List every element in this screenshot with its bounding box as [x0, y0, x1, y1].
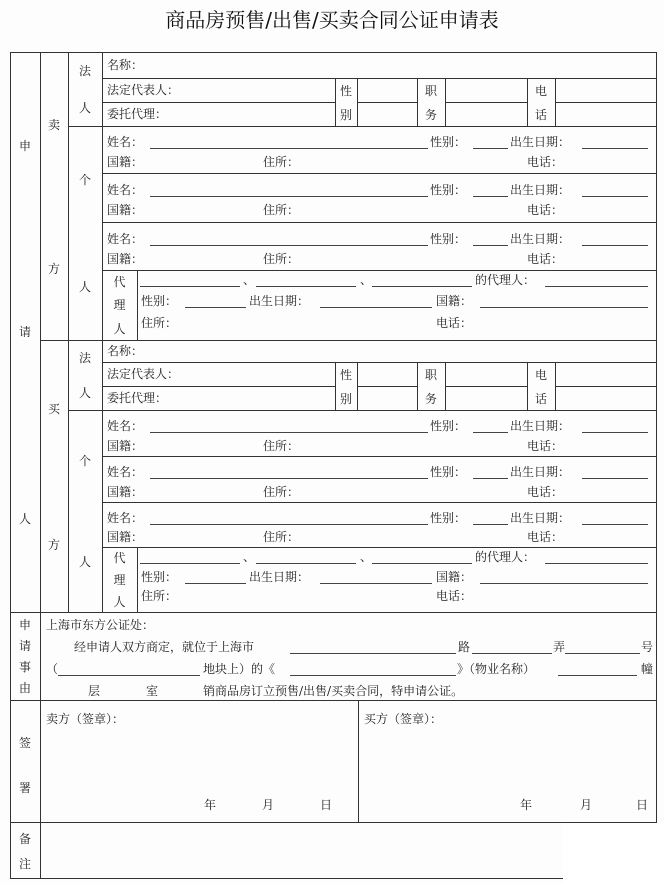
buyer-signature-area[interactable] [364, 722, 650, 792]
label-char: 性 [339, 83, 352, 98]
label-char: 法 [78, 351, 91, 365]
day-label: 日 [320, 798, 333, 812]
form-title: 商品房预售/出售/买卖合同公证申请表 [165, 8, 499, 32]
buyer-proxy-label [102, 547, 137, 612]
label-char: 签 [18, 736, 31, 750]
individual-address-label: 住所： [263, 155, 300, 170]
seller-legal-person-label [68, 52, 102, 126]
individual-birth-label: 出生日期： [510, 231, 571, 246]
table-rule [555, 102, 656, 103]
buyer-individual-label [68, 410, 102, 612]
individual-phone-label: 电话： [527, 203, 564, 218]
individual-phone-label: 电话： [527, 155, 564, 170]
seller-legal-name-label: 名称： [107, 58, 144, 72]
building-input[interactable] [558, 675, 637, 676]
table-rule [10, 700, 656, 701]
individual-gender-input[interactable] [473, 432, 508, 433]
table-rule [102, 173, 656, 174]
individual-birth-input[interactable] [582, 148, 648, 149]
plot-input[interactable] [58, 675, 200, 676]
individual-gender-input[interactable] [473, 524, 508, 525]
label-char: 话 [534, 107, 547, 122]
seller-agent-label: 委托代理： [107, 107, 168, 121]
table-rule [102, 362, 656, 363]
individual-birth-input[interactable] [582, 524, 648, 525]
individual-name-label: 姓名： [107, 182, 144, 197]
individual-birth-label: 出生日期： [510, 511, 571, 525]
proxy-nationality-label: 国籍： [436, 294, 473, 309]
label-char: 电 [534, 83, 547, 98]
table-rule [10, 612, 656, 613]
table-rule [445, 78, 446, 126]
proxy-phone-label: 电话： [436, 589, 473, 604]
label-char: 卖 [47, 117, 60, 132]
table-rule [357, 78, 358, 126]
proxy-birth-label: 出生日期： [249, 569, 310, 584]
individual-name-input[interactable] [150, 478, 428, 479]
label-char: 电 [534, 367, 547, 382]
label-char: 备 [18, 832, 31, 846]
table-rule [357, 362, 358, 410]
proxy-agent-input[interactable] [545, 563, 648, 564]
individual-nationality-label: 国籍： [107, 484, 144, 499]
label-char: 性 [339, 367, 352, 382]
label-char: 事 [18, 660, 31, 674]
separator: 、 [243, 273, 256, 287]
individual-name-label: 姓名： [107, 419, 144, 434]
buyer-gender-header [335, 362, 357, 410]
table-rule [68, 410, 656, 411]
seller-gender-header [335, 78, 357, 126]
label-char: 请 [18, 639, 31, 653]
remarks-area[interactable] [44, 826, 652, 874]
seller-position-header [417, 78, 445, 126]
individual-name-input[interactable] [150, 196, 428, 197]
individual-address-label: 住所： [263, 438, 300, 453]
label-char: 人 [78, 101, 91, 115]
proxy-gender-label: 性别： [141, 294, 178, 309]
individual-birth-input[interactable] [582, 245, 648, 246]
table-rule [137, 547, 138, 612]
label-char: 理 [113, 572, 126, 587]
table-rule [102, 547, 656, 548]
table-rule [137, 270, 138, 340]
individual-birth-label: 出生日期： [510, 465, 571, 480]
label-char: 由 [18, 681, 31, 695]
proxy-nationality-input[interactable] [480, 307, 648, 308]
label-char: 买 [47, 401, 60, 416]
table-rule [10, 822, 656, 823]
buyer-signature-label: 买方（签章）： [364, 712, 443, 726]
separator: 、 [360, 273, 373, 287]
proxy-phone-label: 电话： [436, 315, 473, 330]
label-char: 别 [339, 107, 352, 122]
buyer-agent-label: 委托代理： [107, 391, 168, 405]
remarks-label [10, 826, 40, 876]
proxy-agent-input[interactable] [545, 286, 648, 287]
table-rule [40, 612, 41, 878]
notary-office: 上海市东方公证处： [46, 618, 155, 632]
table-rule [357, 386, 417, 387]
individual-gender-input[interactable] [473, 196, 508, 197]
individual-birth-label: 出生日期： [510, 419, 571, 434]
label-char: 话 [534, 391, 547, 406]
day-label: 日 [636, 798, 649, 812]
scan-edge [563, 823, 664, 885]
table-rule [656, 52, 657, 878]
table-rule [102, 270, 656, 271]
label-char: 人 [113, 321, 126, 336]
individual-nationality-label: 国籍： [107, 155, 144, 170]
table-rule [40, 52, 656, 53]
label-char: 代 [113, 551, 126, 566]
individual-birth-input[interactable] [582, 196, 648, 197]
individual-gender-label: 性别： [430, 182, 467, 197]
individual-name-input[interactable] [150, 148, 428, 149]
reason-text: 经申请人双方商定，就位于上海市 [74, 640, 255, 654]
label-char: 人 [113, 594, 126, 609]
proxy-agent-of-label: 的代理人： [475, 273, 536, 287]
table-rule [555, 386, 656, 387]
proxy-gender-input[interactable] [185, 583, 246, 584]
table-rule [102, 386, 335, 387]
buyer-label [40, 340, 68, 612]
signature-label [10, 720, 40, 810]
proxy-address-label: 住所： [141, 315, 178, 330]
proxy-gender-label: 性别： [141, 569, 178, 584]
reason-label [10, 614, 40, 698]
proxy-nationality-input[interactable] [480, 583, 648, 584]
individual-birth-label: 出生日期： [510, 182, 571, 197]
separator: 、 [243, 550, 256, 564]
applicant-label [10, 52, 40, 612]
label-char: 署 [18, 781, 31, 795]
month-label: 月 [580, 798, 593, 812]
label-char: 注 [18, 857, 31, 871]
label-char: 人 [78, 555, 91, 569]
proxy-principal-input[interactable] [372, 286, 472, 287]
number-label: 号 [641, 640, 654, 654]
proxy-principal-input[interactable] [140, 286, 240, 287]
table-rule [10, 878, 656, 879]
reason-text: 销商品房订立预售/出售/买卖合同，特申请公证。 [203, 684, 464, 698]
label-char: 申 [18, 618, 31, 632]
proxy-principal-input[interactable] [256, 286, 356, 287]
label-char: 职 [424, 367, 437, 382]
table-rule [445, 362, 446, 410]
building-label: 幢 [641, 662, 654, 676]
proxy-principal-input[interactable] [140, 563, 240, 564]
room-label: 室 [146, 684, 159, 698]
label-char: 人 [18, 512, 31, 527]
seller-signature-label: 卖方（签章）： [46, 712, 125, 726]
table-rule [102, 102, 335, 103]
table-rule [102, 222, 656, 223]
individual-gender-label: 性别： [430, 231, 467, 246]
buyer-position-header [417, 362, 445, 410]
individual-name-label: 姓名： [107, 511, 144, 525]
buyer-legal-name-label: 名称： [107, 344, 144, 358]
month-label: 月 [262, 798, 275, 812]
proxy-birth-label: 出生日期： [249, 294, 310, 309]
individual-phone-label: 电话： [527, 529, 564, 544]
individual-phone-label: 电话： [527, 484, 564, 499]
proxy-agent-of-label: 的代理人： [475, 550, 536, 564]
individual-name-label: 姓名： [107, 231, 144, 246]
individual-address-label: 住所： [263, 251, 300, 266]
seller-signature-area[interactable] [46, 722, 352, 792]
individual-birth-input[interactable] [582, 478, 648, 479]
proxy-nationality-label: 国籍： [436, 569, 473, 584]
table-rule [445, 386, 527, 387]
individual-birth-input[interactable] [582, 432, 648, 433]
proxy-principal-input[interactable] [372, 563, 472, 564]
individual-name-input[interactable] [150, 432, 428, 433]
seller-phone-header [527, 78, 555, 126]
individual-address-label: 住所： [263, 529, 300, 544]
table-rule [102, 78, 656, 79]
floor-label: 层 [88, 684, 101, 698]
seller-label [40, 52, 68, 340]
individual-gender-input[interactable] [473, 148, 508, 149]
table-rule [445, 102, 527, 103]
individual-address-label: 住所： [263, 484, 300, 499]
proxy-birth-input[interactable] [320, 307, 432, 308]
label-char: 职 [424, 83, 437, 98]
label-char: 人 [78, 386, 91, 400]
individual-gender-label: 性别： [430, 465, 467, 480]
table-rule [555, 362, 556, 410]
individual-name-label: 姓名： [107, 135, 144, 150]
open-paren: （ [46, 662, 59, 676]
individual-gender-input[interactable] [473, 245, 508, 246]
plot-label: 地块上）的《 [203, 662, 276, 676]
table-rule [68, 126, 656, 127]
proxy-address-label: 住所： [141, 589, 178, 604]
lane-label: 弄 [553, 640, 566, 654]
label-char: 代 [113, 275, 126, 290]
label-char: 个 [78, 454, 91, 468]
individual-gender-label: 性别： [430, 511, 467, 525]
property-label: 》（物业名称） [457, 662, 536, 676]
label-char: 别 [339, 391, 352, 406]
label-char: 请 [18, 325, 31, 340]
table-rule [102, 502, 656, 503]
label-char: 理 [113, 298, 126, 313]
year-label: 年 [204, 798, 217, 812]
proxy-gender-input[interactable] [185, 307, 246, 308]
label-char: 方 [47, 537, 60, 552]
table-rule [40, 340, 656, 341]
individual-phone-label: 电话： [527, 251, 564, 266]
label-char: 申 [18, 138, 31, 153]
label-char: 方 [47, 261, 60, 276]
label-char: 个 [78, 173, 91, 187]
seller-legal-rep-label: 法定代表人： [107, 83, 180, 97]
table-rule [357, 102, 417, 103]
year-label: 年 [520, 798, 533, 812]
road-input[interactable] [290, 653, 456, 654]
table-rule [102, 456, 656, 457]
label-char: 法 [78, 64, 91, 78]
seller-individual-label [68, 126, 102, 340]
individual-birth-label: 出生日期： [510, 135, 571, 150]
individual-name-input[interactable] [150, 245, 428, 246]
separator: 、 [360, 550, 373, 564]
individual-gender-label: 性别： [430, 135, 467, 150]
individual-nationality-label: 国籍： [107, 438, 144, 453]
label-char: 人 [78, 280, 91, 294]
individual-address-label: 住所： [263, 203, 300, 218]
buyer-legal-person-label [68, 340, 102, 410]
lane-input[interactable] [472, 653, 552, 654]
individual-name-label: 姓名： [107, 465, 144, 480]
proxy-principal-input[interactable] [256, 563, 356, 564]
buyer-legal-rep-label: 法定代表人： [107, 367, 180, 381]
individual-nationality-label: 国籍： [107, 251, 144, 266]
road-label: 路 [458, 640, 471, 654]
individual-phone-label: 电话： [527, 438, 564, 453]
label-char: 务 [424, 107, 437, 122]
property-input[interactable] [290, 675, 456, 676]
label-char: 务 [424, 391, 437, 406]
individual-name-input[interactable] [150, 524, 428, 525]
table-rule [358, 700, 359, 822]
proxy-birth-input[interactable] [320, 583, 432, 584]
seller-proxy-label [102, 270, 137, 340]
buyer-phone-header [527, 362, 555, 410]
number-input[interactable] [565, 653, 640, 654]
individual-nationality-label: 国籍： [107, 203, 144, 218]
individual-nationality-label: 国籍： [107, 529, 144, 544]
individual-gender-label: 性别： [430, 419, 467, 434]
individual-gender-input[interactable] [473, 478, 508, 479]
table-rule [555, 78, 556, 126]
